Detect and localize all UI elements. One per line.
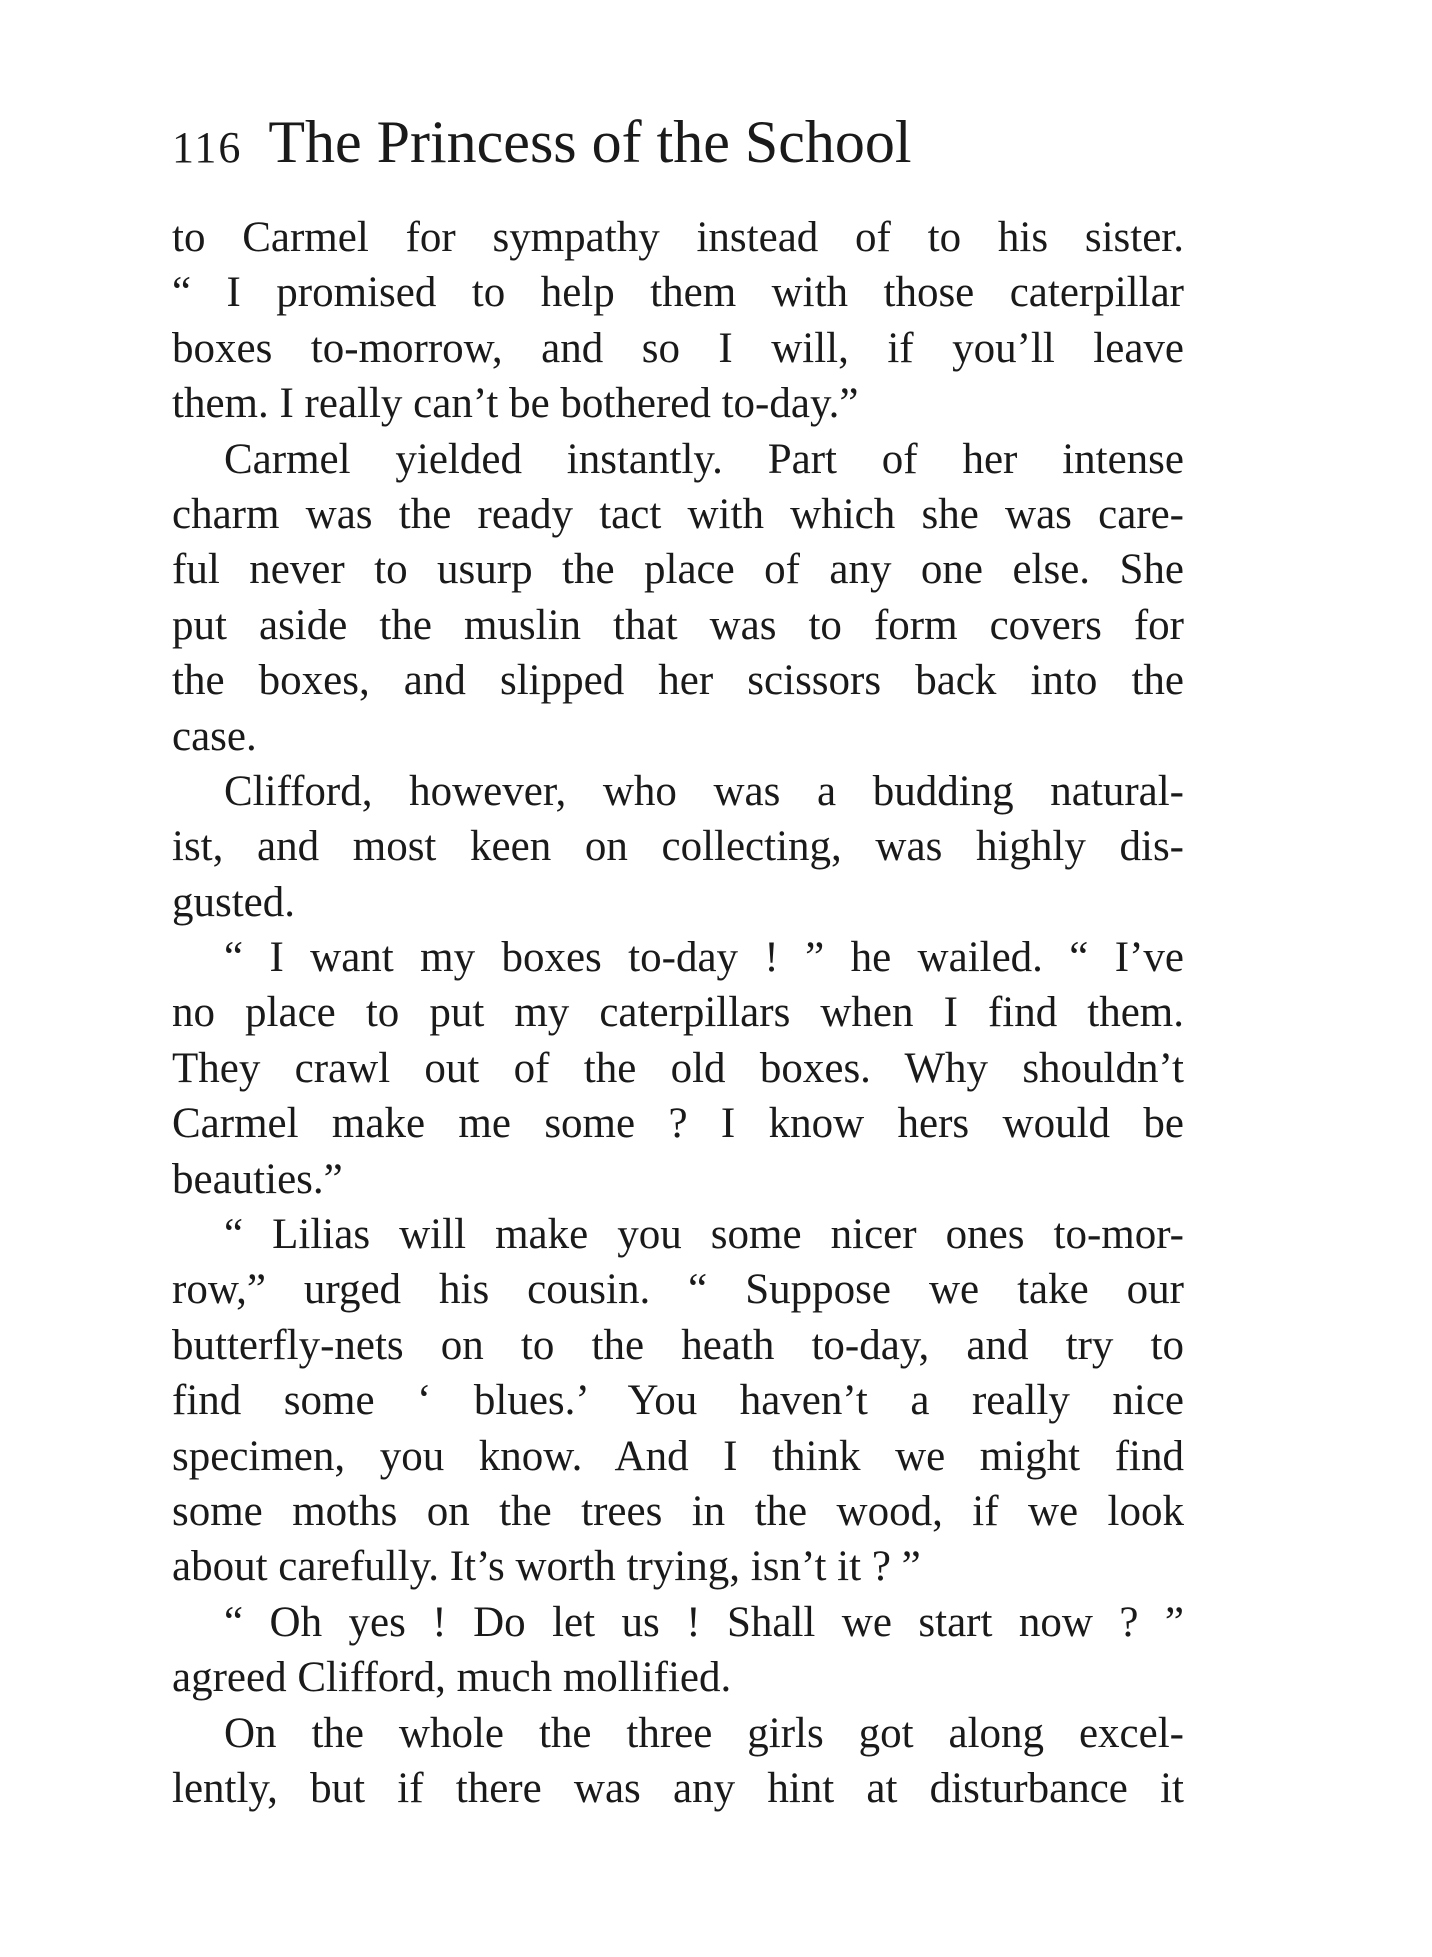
text-line: gusted. xyxy=(172,878,296,926)
running-head-title: The Princess of the School xyxy=(268,109,912,175)
text-line: They crawl out of the old boxes. Why shouldn’t xyxy=(172,1044,1184,1092)
text-line: Carmel yielded instantly. Part of her intense xyxy=(224,435,1184,483)
text-line: no place to put my caterpillars when I find them. xyxy=(172,989,1184,1037)
text-line: specimen, you know. And I think we might find xyxy=(172,1432,1184,1480)
text-line: lently, but if there was any hint at disturbance it xyxy=(172,1764,1184,1812)
text-line: put aside the muslin that was to form covers for xyxy=(172,601,1184,649)
text-line: boxes to-morrow, and so I will, if you’ll leave xyxy=(172,324,1184,372)
body-text xyxy=(172,210,1184,1816)
text-line: find some ‘ blues.’ You haven’t a really nice xyxy=(172,1377,1184,1425)
page-number: 116 xyxy=(172,123,243,172)
text-line: Clifford, however, who was a budding natural- xyxy=(224,767,1184,815)
text-line: the boxes, and slipped her scissors back into the xyxy=(172,657,1184,705)
text-line: charm was the ready tact with which she was care- xyxy=(172,490,1184,538)
text-line: to Carmel for sympathy instead of to his sister. xyxy=(172,214,1184,261)
text-line: them. I really can’t be bothered to-day.” xyxy=(172,380,859,428)
text-line: row,” urged his cousin. “ Suppose we take our xyxy=(172,1266,1184,1314)
text-line: ful never to usurp the place of any one else. She xyxy=(172,546,1184,594)
text-line: Carmel make me some ? I know hers would be xyxy=(172,1100,1184,1148)
text-line: about carefully. It’s worth trying, isn’t it ? ” xyxy=(172,1543,921,1591)
text-line: case. xyxy=(172,712,257,760)
text-line: some moths on the trees in the wood, if we look xyxy=(172,1487,1184,1535)
text-line: On the whole the three girls got along excel- xyxy=(224,1709,1184,1757)
text-line: “ I promised to help them with those caterpillar xyxy=(172,269,1184,317)
text-line: agreed Clifford, much mollified. xyxy=(172,1654,732,1702)
text-line: butterfly-nets on to the heath to-day, and try to xyxy=(172,1321,1184,1369)
text-line: “ I want my boxes to-day ! ” he wailed. “ I’ve xyxy=(224,934,1184,982)
text-line: “ Lilias will make you some nicer ones to-mor- xyxy=(224,1211,1184,1259)
text-line: beauties.” xyxy=(172,1155,343,1203)
text-line: ist, and most keen on collecting, was highly dis- xyxy=(172,823,1184,871)
text-line: “ Oh yes ! Do let us ! Shall we start now ? ” xyxy=(224,1598,1184,1646)
running-head xyxy=(172,108,1192,188)
